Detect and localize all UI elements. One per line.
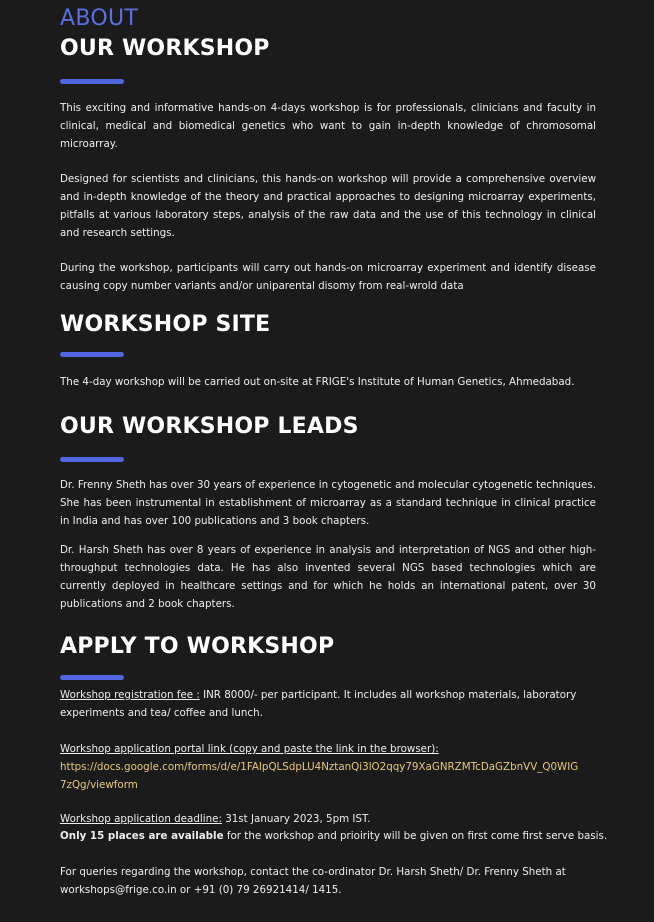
workshop-site-accent-bar [60, 352, 124, 357]
deadline-label: Workshop application deadline: [60, 813, 222, 825]
workshop-leads-accent-bar [60, 457, 124, 462]
about-eyebrow: ABOUT [60, 6, 139, 31]
registration-fee-line [60, 686, 600, 704]
registration-fee-label: Workshop registration fee : [60, 689, 200, 701]
registration-fee-line-2: experiments and tea/ coffee and lunch. [60, 707, 263, 719]
apply-accent-bar [60, 675, 124, 680]
registration-fee-text: INR 8000/- per participant. It includes all workshop materials, laboratory [199, 689, 577, 701]
workshop-site-heading: WORKSHOP SITE [60, 312, 271, 337]
contact-line-1: For queries regarding the workshop, contact the co-ordinator Dr. Harsh Sheth/ Dr. Frenny Sheth at [60, 866, 566, 878]
our-workshop-heading: OUR WORKSHOP [60, 36, 270, 61]
portal-link-label: Workshop application portal link (copy and paste the link in the browser): [60, 743, 439, 755]
workshop-site-text: The 4-day workshop will be carried out on-site at FRIGE's Institute of Human Genetics, Ahmedabad. [60, 376, 575, 388]
portal-link-url-2[interactable]: 7zQg/viewform [60, 779, 138, 791]
about-paragraph-3: During the workshop, participants will carry out hands-on microarray experiment and identify disease causing copy number variants and/or uniparental disomy from real-wrold data [60, 262, 596, 292]
about-paragraph-2: Designed for scientists and clinicians, this hands-on workshop will provide a comprehensive overview and in-depth knowledge of the theory and practical approaches to designing microarray experiments, pitfalls at various laboratory steps, analysis of the raw data and the use of this technology in clinical and research settings. [60, 173, 596, 239]
workshop-leads-heading: OUR WORKSHOP LEADS [60, 414, 359, 439]
places-available: Only 15 places are available [60, 830, 224, 842]
contact-line-2: workshops@frige.co.in or +91 (0) 79 26921414/ 1415. [60, 884, 342, 896]
deadline-line [60, 810, 600, 828]
places-line [60, 827, 608, 845]
places-text: for the workshop and prioirity will be given on first come first serve basis. [223, 830, 608, 842]
our-workshop-accent-bar [60, 79, 124, 84]
lead-bio-harsh-sheth: Dr. Harsh Sheth has over 8 years of experience in analysis and interpretation of NGS and other high-throughput technologies data. He has also invented several NGS based technologies which are currently deployed in healthcare settings and for which he holds an international patent, over 30 publications and 2 book chapters. [60, 544, 596, 610]
deadline-text: 31st January 2023, 5pm IST. [221, 813, 371, 825]
lead-bio-frenny-sheth: Dr. Frenny Sheth has over 30 years of experience in cytogenetic and molecular cytogenetic techniques. She has been instrumental in establishment of microarray as a standard technique in clinical practice in India and has over 100 publications and 3 book chapters. [60, 479, 596, 527]
portal-link-url-1[interactable]: https://docs.google.com/forms/d/e/1FAIpQLSdpLU4NztanQi3lO2qqy79XaGNRZMTcDaGZbnVV_Q0WIG [60, 761, 579, 773]
about-paragraph-1: This exciting and informative hands-on 4-days workshop is for professionals, clinicians and faculty in clinical, medical and biomedical genetics who want to gain in-depth knowledge of chromosomal microarray. [60, 102, 596, 150]
apply-heading: APPLY TO WORKSHOP [60, 634, 335, 659]
